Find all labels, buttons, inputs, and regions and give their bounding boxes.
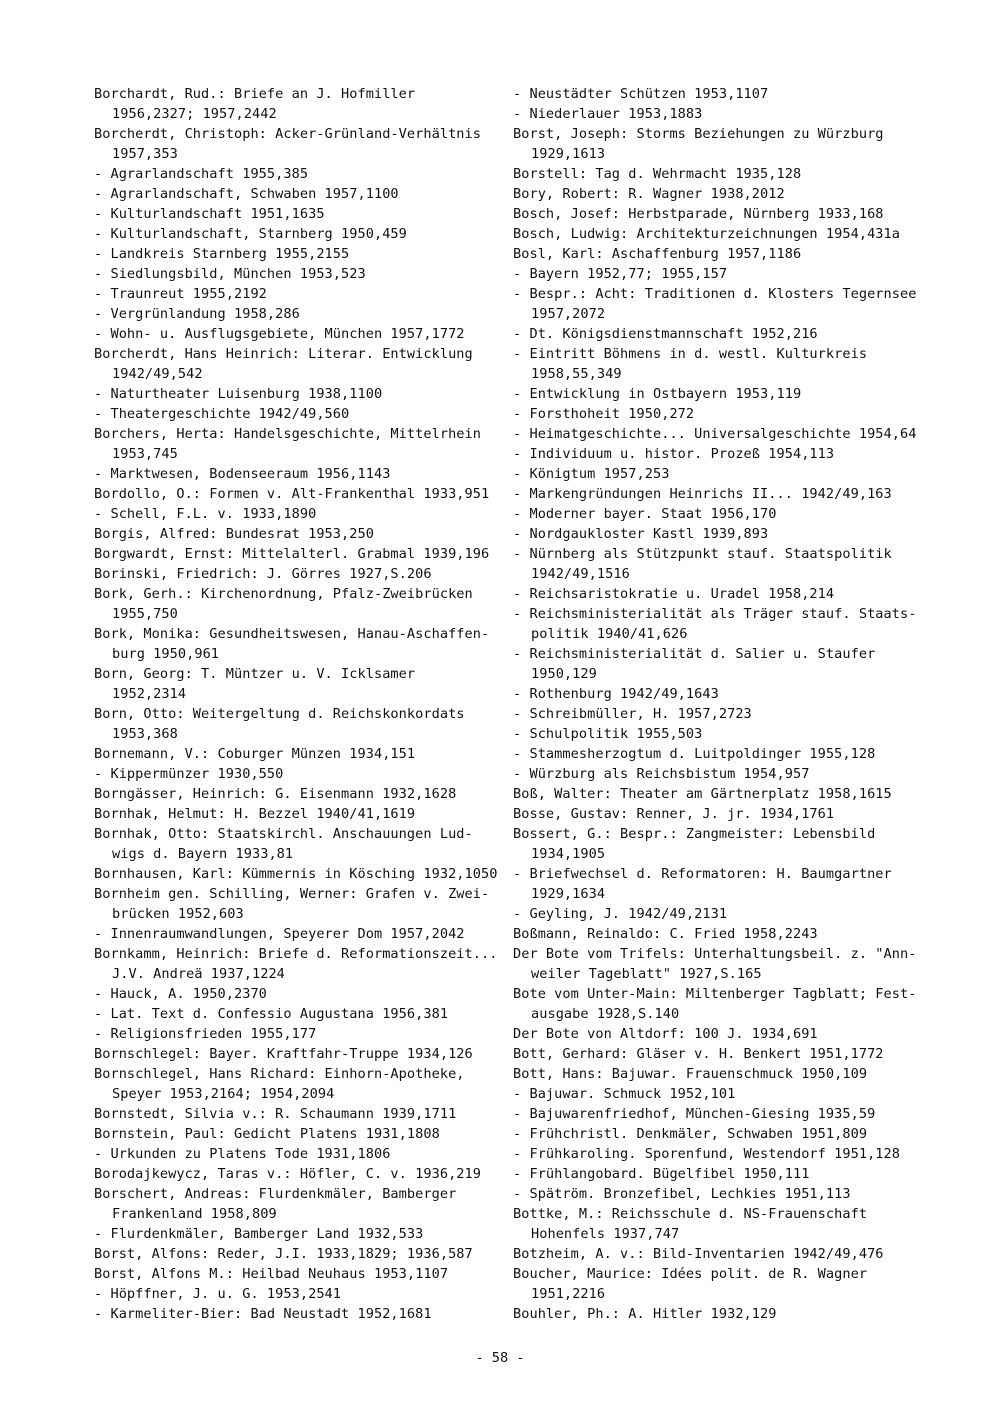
index-entry-line: Bornheim gen. Schilling, Werner: Grafen v. Zwei- <box>94 886 490 902</box>
index-entry-line: Borcherdt, Hans Heinrich: Literar. Entwicklung <box>94 346 473 362</box>
index-entry-line: 1957,2072 <box>531 306 606 322</box>
index-entry-line: - Urkunden zu Platens Tode 1931,1806 <box>94 1146 391 1162</box>
index-entry-line: - Höpffner, J. u. G. 1953,2541 <box>94 1286 342 1302</box>
index-entry-line: Bornschlegel: Bayer. Kraftfahr-Truppe 1934,126 <box>94 1046 473 1062</box>
right-column <box>513 84 917 1324</box>
index-entry-line: - Spätröm. Bronzefibel, Lechkies 1951,113 <box>513 1186 851 1202</box>
index-entry-line: Borchers, Herta: Handelsgeschichte, Mittelrhein <box>94 426 482 442</box>
index-entry-line: - Nürnberg als Stützpunkt stauf. Staatspolitik <box>513 546 892 562</box>
index-entry-line: - Heimatgeschichte... Universalgeschichte 1954,64 <box>513 426 917 442</box>
index-entry-line: Boß, Walter: Theater am Gärtnerplatz 1958,1615 <box>513 786 892 802</box>
index-entry-line: - Geyling, J. 1942/49,2131 <box>513 906 728 922</box>
index-entry-line: 1958,55,349 <box>531 366 622 382</box>
index-entry-line: - Markengründungen Heinrichs II... 1942/49,163 <box>513 486 892 502</box>
index-entry-line: Boßmann, Reinaldo: C. Fried 1958,2243 <box>513 926 818 942</box>
index-entry-line: 1952,2314 <box>112 686 187 702</box>
index-entry-line: Bornstein, Paul: Gedicht Platens 1931,1808 <box>94 1126 440 1142</box>
index-entry-line: 1934,1905 <box>531 846 606 862</box>
index-entry-line: Borcherdt, Christoph: Acker-Grünland-Verhältnis <box>94 126 482 142</box>
index-entry-line: Borchardt, Rud.: Briefe an J. Hofmiller <box>94 86 416 102</box>
index-entry-line: Bork, Monika: Gesundheitswesen, Hanau-Aschaffen- <box>94 626 490 642</box>
index-entry-line: Boucher, Maurice: Idées polit. de R. Wagner <box>513 1266 868 1282</box>
index-entry-line: - Innenraumwandlungen, Speyerer Dom 1957,2042 <box>94 926 465 942</box>
index-entry-line: - Agrarlandschaft 1955,385 <box>94 166 309 182</box>
index-entry-line: - Bajuwar. Schmuck 1952,101 <box>513 1086 736 1102</box>
index-entry-line: - Marktwesen, Bodenseeraum 1956,1143 <box>94 466 391 482</box>
index-entry-line: Bossert, G.: Bespr.: Zangmeister: Lebensbild <box>513 826 876 842</box>
index-entry-line: Bory, Robert: R. Wagner 1938,2012 <box>513 186 785 202</box>
index-entry-line: - Hauck, A. 1950,2370 <box>94 986 267 1002</box>
index-entry-line: Bouhler, Ph.: A. Hitler 1932,129 <box>513 1306 777 1322</box>
index-entry-line: Borst, Joseph: Storms Beziehungen zu Würzburg <box>513 126 884 142</box>
index-entry-line: - Traunreut 1955,2192 <box>94 286 267 302</box>
index-entry-line: - Lat. Text d. Confessio Augustana 1956,381 <box>94 1006 449 1022</box>
index-entry-line: - Briefwechsel d. Reformatoren: H. Baumgartner <box>513 866 892 882</box>
index-entry-line: - Bespr.: Acht: Traditionen d. Klosters Tegernsee <box>513 286 917 302</box>
index-entry-line: Botzheim, A. v.: Bild-Inventarien 1942/49,476 <box>513 1246 884 1262</box>
index-entry-line: Bosch, Josef: Herbstparade, Nürnberg 1933,168 <box>513 206 884 222</box>
index-entry-line: Bosch, Ludwig: Architekturzeichnungen 1954,431a <box>513 226 901 242</box>
index-entry-line: - Individuum u. histor. Prozeß 1954,113 <box>513 446 835 462</box>
index-entry-line: - Stammesherzogtum d. Luitpoldinger 1955,128 <box>513 746 876 762</box>
index-entry-line: - Moderner bayer. Staat 1956,170 <box>513 506 777 522</box>
index-entry-line: - Entwicklung in Ostbayern 1953,119 <box>513 386 802 402</box>
index-entry-line: Bornkamm, Heinrich: Briefe d. Reformationszeit... <box>94 946 498 962</box>
index-entry-line: Bottke, M.: Reichsschule d. NS-Frauenschaft <box>513 1206 868 1222</box>
index-entry-line: - Reichsministerialität als Träger stauf. Staats- <box>513 606 917 622</box>
index-entry-line: 1929,1613 <box>531 146 606 162</box>
index-entry-line: 1942/49,1516 <box>531 566 630 582</box>
index-entry-line: - Naturtheater Luisenburg 1938,1100 <box>94 386 383 402</box>
index-entry-line: Borinski, Friedrich: J. Görres 1927,S.206 <box>94 566 432 582</box>
index-entry-line: Borst, Alfons: Reder, J.I. 1933,1829; 1936,587 <box>94 1246 473 1262</box>
index-entry-line: 1953,368 <box>112 726 178 742</box>
index-entry-line: Bote vom Unter-Main: Miltenberger Tagblatt; Fest- <box>513 986 917 1002</box>
index-entry-line: 1956,2327; 1957,2442 <box>112 106 277 122</box>
index-entry-line: Bornschlegel, Hans Richard: Einhorn-Apotheke, <box>94 1066 465 1082</box>
index-entry-line: - Forsthoheit 1950,272 <box>513 406 695 422</box>
index-entry-line: - Würzburg als Reichsbistum 1954,957 <box>513 766 810 782</box>
index-entry-line: - Bayern 1952,77; 1955,157 <box>513 266 728 282</box>
index-entry-line: Borodajkewycz, Taras v.: Höfler, C. v. 1936,219 <box>94 1166 482 1182</box>
index-entry-line: Borschert, Andreas: Flurdenkmäler, Bamberger <box>94 1186 457 1202</box>
index-entry-line: - Königtum 1957,253 <box>513 466 670 482</box>
index-entry-line: - Dt. Königsdienstmannschaft 1952,216 <box>513 326 818 342</box>
index-entry-line: Born, Otto: Weitergeltung d. Reichskonkordats <box>94 706 465 722</box>
index-entry-line: - Schulpolitik 1955,503 <box>513 726 703 742</box>
index-entry-line: - Siedlungsbild, München 1953,523 <box>94 266 366 282</box>
index-entry-line: Born, Georg: T. Müntzer u. V. Icklsamer <box>94 666 416 682</box>
index-entry-line: - Kulturlandschaft, Starnberg 1950,459 <box>94 226 407 242</box>
index-entry-line: - Schell, F.L. v. 1933,1890 <box>94 506 317 522</box>
index-entry-line: - Flurdenkmäler, Bamberger Land 1932,533 <box>94 1226 424 1242</box>
index-entry-line: Hohenfels 1937,747 <box>531 1226 680 1242</box>
index-entry-line: - Vergrünlandung 1958,286 <box>94 306 300 322</box>
index-entry-line: 1950,129 <box>531 666 597 682</box>
index-entry-line: Bornstedt, Silvia v.: R. Schaumann 1939,1711 <box>94 1106 457 1122</box>
index-entry-line: - Niederlauer 1953,1883 <box>513 106 703 122</box>
index-entry-line: J.V. Andreä 1937,1224 <box>112 966 285 982</box>
index-entry-line: wigs d. Bayern 1933,81 <box>112 846 294 862</box>
index-entry-line: - Karmeliter-Bier: Bad Neustadt 1952,1681 <box>94 1306 432 1322</box>
index-entry-line: Der Bote vom Trifels: Unterhaltungsbeil. z. "Ann- <box>513 946 917 962</box>
page-number: - 58 - <box>475 1350 525 1366</box>
index-entry-line: - Neustädter Schützen 1953,1107 <box>513 86 769 102</box>
index-entry-line: Der Bote von Altdorf: 100 J. 1934,691 <box>513 1026 818 1042</box>
left-column <box>94 84 496 1324</box>
index-entry-line: 1929,1634 <box>531 886 606 902</box>
index-entry-line: Borngässer, Heinrich: G. Eisenmann 1932,1628 <box>94 786 457 802</box>
index-entry-line: 1957,353 <box>112 146 178 162</box>
index-entry-line: Bosse, Gustav: Renner, J. jr. 1934,1761 <box>513 806 835 822</box>
index-entry-line: - Kulturlandschaft 1951,1635 <box>94 206 325 222</box>
index-entry-line: - Agrarlandschaft, Schwaben 1957,1100 <box>94 186 399 202</box>
index-entry-line: 1953,745 <box>112 446 178 462</box>
index-entry-line: Bornhausen, Karl: Kümmernis in Kösching 1932,1050 <box>94 866 498 882</box>
index-entry-line: Bork, Gerh.: Kirchenordnung, Pfalz-Zweibrücken <box>94 586 473 602</box>
index-entry-line: - Religionsfrieden 1955,177 <box>94 1026 317 1042</box>
index-entry-line: Bott, Hans: Bajuwar. Frauenschmuck 1950,109 <box>513 1066 868 1082</box>
index-entry-line: burg 1950,961 <box>112 646 220 662</box>
index-entry-line: - Schreibmüller, H. 1957,2723 <box>513 706 752 722</box>
index-entry-line: 1955,750 <box>112 606 178 622</box>
index-entry-line: Bott, Gerhard: Gläser v. H. Benkert 1951,1772 <box>513 1046 884 1062</box>
index-entry-line: - Bajuwarenfriedhof, München-Giesing 1935,59 <box>513 1106 876 1122</box>
index-entry-line: - Theatergeschichte 1942/49,560 <box>94 406 350 422</box>
index-entry-line: - Kippermünzer 1930,550 <box>94 766 284 782</box>
index-entry-line: Borgwardt, Ernst: Mittelalterl. Grabmal 1939,196 <box>94 546 490 562</box>
index-entry-line: 1942/49,542 <box>112 366 203 382</box>
index-entry-line: - Eintritt Böhmens in d. westl. Kulturkreis <box>513 346 868 362</box>
index-entry-line: - Frühkaroling. Sporenfund, Westendorf 1951,128 <box>513 1146 901 1162</box>
index-entry-line: Borstell: Tag d. Wehrmacht 1935,128 <box>513 166 802 182</box>
index-entry-line: Bordollo, O.: Formen v. Alt-Frankenthal 1933,951 <box>94 486 490 502</box>
index-entry-line: ausgabe 1928,S.140 <box>531 1006 680 1022</box>
index-entry-line: Bornhak, Otto: Staatskirchl. Anschauungen Lud- <box>94 826 473 842</box>
index-entry-line: - Frühchristl. Denkmäler, Schwaben 1951,809 <box>513 1126 868 1142</box>
index-entry-line: - Frühlangobard. Bügelfibel 1950,111 <box>513 1166 810 1182</box>
index-entry-line: Speyer 1953,2164; 1954,2094 <box>112 1086 335 1102</box>
index-entry-line: politik 1940/41,626 <box>531 626 688 642</box>
index-entry-line: Bosl, Karl: Aschaffenburg 1957,1186 <box>513 246 802 262</box>
index-entry-line: Frankenland 1958,809 <box>112 1206 277 1222</box>
index-entry-line: Bornhak, Helmut: H. Bezzel 1940/41,1619 <box>94 806 416 822</box>
index-entry-line: brücken 1952,603 <box>112 906 244 922</box>
index-entry-line: Borst, Alfons M.: Heilbad Neuhaus 1953,1107 <box>94 1266 449 1282</box>
index-entry-line: weiler Tageblatt" 1927,S.165 <box>531 966 762 982</box>
index-entry-line: - Wohn- u. Ausflugsgebiete, München 1957,1772 <box>94 326 465 342</box>
index-entry-line: - Nordgaukloster Kastl 1939,893 <box>513 526 769 542</box>
index-entry-line: - Rothenburg 1942/49,1643 <box>513 686 719 702</box>
index-entry-line: 1951,2216 <box>531 1286 606 1302</box>
index-entry-line: - Reichsaristokratie u. Uradel 1958,214 <box>513 586 835 602</box>
index-entry-line: Bornemann, V.: Coburger Münzen 1934,151 <box>94 746 416 762</box>
index-entry-line: - Reichsministerialität d. Salier u. Staufer <box>513 646 876 662</box>
index-entry-line: - Landkreis Starnberg 1955,2155 <box>94 246 350 262</box>
index-entry-line: Borgis, Alfred: Bundesrat 1953,250 <box>94 526 374 542</box>
